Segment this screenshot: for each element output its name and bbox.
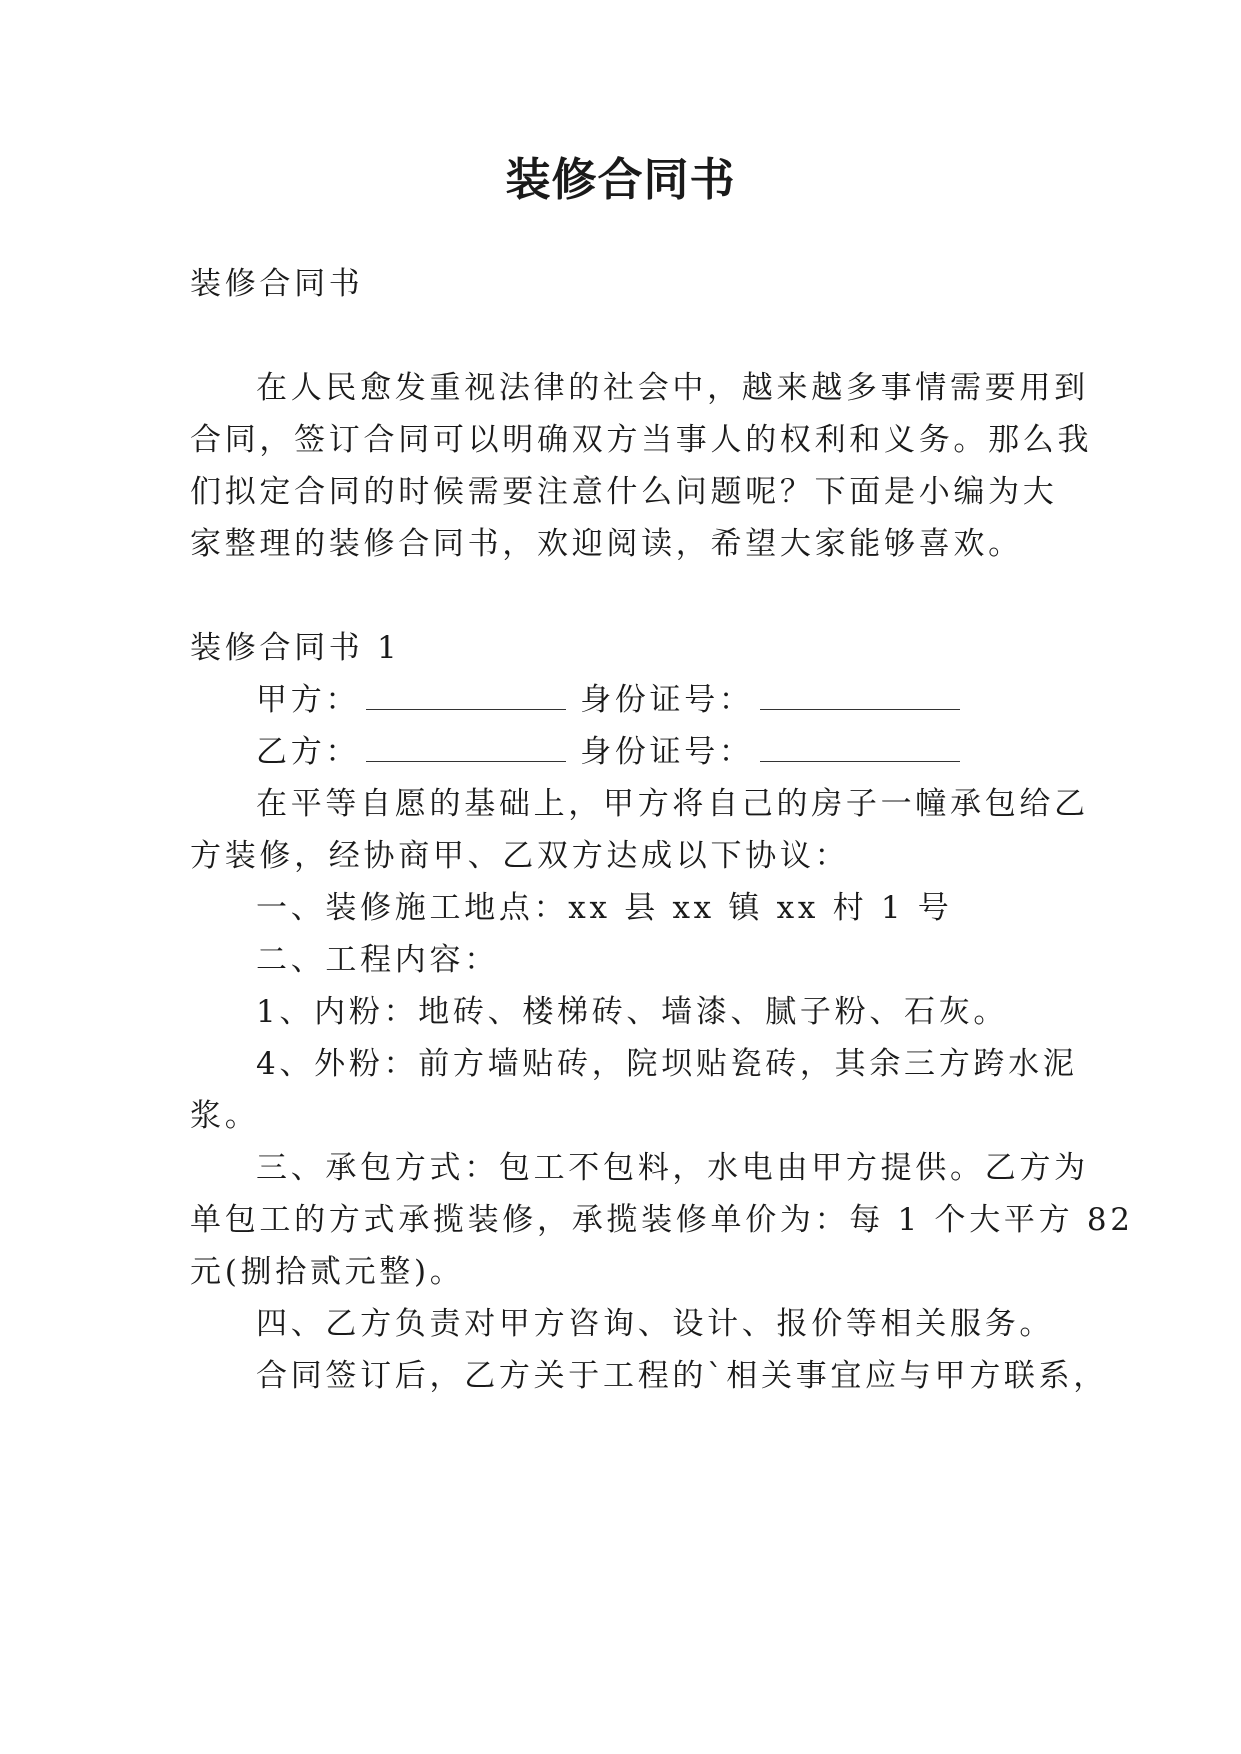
body-line: 4、外粉：前方墙贴砖，院坝贴瓷砖，其余三方跨水泥 bbox=[256, 1046, 1078, 1082]
body-line: 二、工程内容： bbox=[256, 942, 499, 978]
party-a-row bbox=[256, 678, 974, 722]
party-b-id-label: 身份证号： bbox=[580, 734, 754, 770]
intro-line: 们拟定合同的时候需要注意什么问题呢？下面是小编为大 bbox=[190, 474, 1058, 510]
intro-line: 在人民愈发重视法律的社会中，越来越多事情需要用到 bbox=[256, 370, 1089, 406]
body-line: 合同签订后，乙方关于工程的`相关事宜应与甲方联系， bbox=[256, 1358, 1108, 1394]
party-b-blank bbox=[366, 733, 566, 762]
body-line: 元(捌拾贰元整)。 bbox=[190, 1254, 465, 1290]
body-line: 浆。 bbox=[190, 1098, 260, 1134]
party-a-id-label: 身份证号： bbox=[580, 682, 754, 718]
party-a-id-blank bbox=[760, 681, 960, 710]
intro-line: 合同，签订合同可以明确双方当事人的权利和义务。那么我 bbox=[190, 422, 1093, 458]
section-title: 装修合同书 1 bbox=[190, 630, 401, 666]
intro-line: 家整理的装修合同书，欢迎阅读，希望大家能够喜欢。 bbox=[190, 526, 1023, 562]
document-title: 装修合同书 bbox=[505, 153, 736, 206]
body-line: 一、装修施工地点：xx 县 xx 镇 xx 村 1 号 bbox=[256, 890, 953, 926]
party-b-label: 乙方： bbox=[256, 734, 361, 770]
body-line: 在平等自愿的基础上，甲方将自己的房子一幢承包给乙 bbox=[256, 786, 1089, 822]
body-line: 四、乙方负责对甲方咨询、设计、报价等相关服务。 bbox=[256, 1306, 1055, 1342]
party-b-id-blank bbox=[760, 733, 960, 762]
party-b-row bbox=[256, 730, 974, 774]
body-line: 单包工的方式承揽装修，承揽装修单价为：每 1 个大平方 82 bbox=[190, 1202, 1134, 1238]
party-a-label: 甲方： bbox=[256, 682, 361, 718]
party-a-blank bbox=[366, 681, 566, 710]
body-line: 方装修，经协商甲、乙双方达成以下协议： bbox=[190, 838, 850, 874]
body-line: 1、内粉：地砖、楼梯砖、墙漆、腻子粉、石灰。 bbox=[256, 994, 1009, 1030]
body-line: 三、承包方式：包工不包料，水电由甲方提供。乙方为 bbox=[256, 1150, 1089, 1186]
document-subtitle: 装修合同书 bbox=[190, 266, 364, 302]
